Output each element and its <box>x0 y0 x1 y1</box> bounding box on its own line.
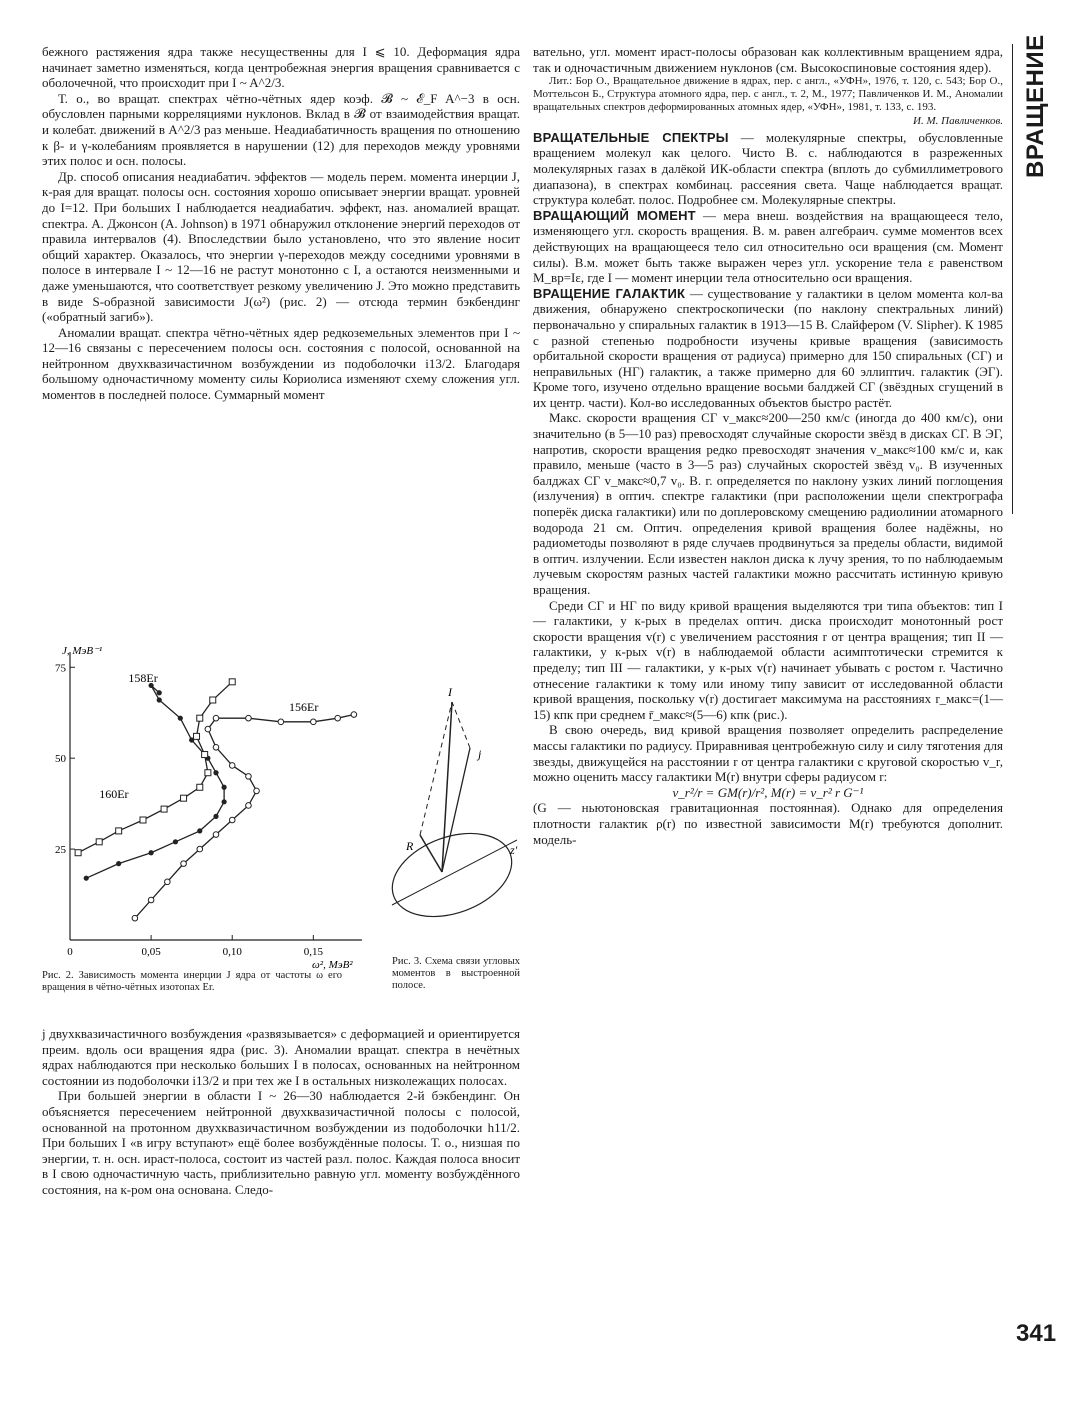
data-point <box>197 715 203 721</box>
dashed-vector <box>420 702 452 835</box>
data-point <box>116 861 121 866</box>
y-tick-label: 25 <box>55 844 66 857</box>
data-point <box>246 803 252 809</box>
data-point <box>351 712 357 718</box>
paragraph: бежного растяжения ядра также несущественны для I ⩽ 10. Деформация ядра начинает заметно изменяться, когда центробежная энергия вращения сравнивается с оболочечной, что происходит при I ~ A^2/3. <box>42 44 520 91</box>
data-point <box>157 690 162 695</box>
data-point <box>132 915 138 921</box>
data-point <box>197 846 203 852</box>
author-signature: И. М. Павличенков. <box>913 115 1003 128</box>
series-label: 160Er <box>99 787 129 802</box>
diagram-label: R <box>406 839 414 853</box>
series-label: 158Er <box>128 670 158 685</box>
data-point <box>229 679 235 685</box>
x-tick-label: 0,15 <box>303 946 323 958</box>
entry-heading: ВРАЩАЮЩИЙ МОМЕНТ <box>533 207 696 223</box>
data-point <box>254 788 260 794</box>
data-point <box>116 828 122 834</box>
paragraph: вательно, угл. момент ираст-полосы образован как коллективным вращением ядра, так и одночастичным движением нуклонов (см. Высокоспиновые состояния ядер). <box>533 44 1003 75</box>
vector-I <box>442 702 452 872</box>
data-point <box>140 817 146 823</box>
diagram-label: I <box>448 685 452 699</box>
paragraph: j двухквазичастичного возбуждения «развязывается» с деформацией и ориентируется преим. вдоль оси вращения ядра (рис. 3). Аномалии вращат. спектра в нечётных ядрах наблюдаются при несколько больших I в полосах, основанных на нейтронном состоянии из подоболочки i13/2 и при тех же I в остальных низколежащих полосах. <box>42 1026 520 1088</box>
dashed-vector <box>452 702 470 748</box>
paragraph: Среди СГ и НГ по виду кривой вращения выделяются три типа объектов: тип I — галактики, у к-рых в пределах оптич. диска происходит монотонный рост скорости вращения v(r) с увеличением расстояния r от центра вращения; тип II — галактики, у к-рых v(r) в наблюдаемой области асимптотически стремится к пределу; тип III — галактики, у к-рых v(r) начинает убывать с ростом r. Частично отнесение галактики к тому или иному типу зависит от исследованной области кривой вращения, поскольку v(r) достигает максимума на расстояниях r_макс=(1—15) кпк при среднем r̄_макс≈(5—6) кпк (рис.). <box>533 597 1003 722</box>
data-point <box>210 697 216 703</box>
data-point <box>229 763 235 769</box>
nucleus-ellipse <box>382 818 522 932</box>
entry <box>533 208 1003 286</box>
entry <box>533 286 1003 411</box>
data-point <box>75 850 81 856</box>
section-title: ВРАЩЕНИЕ <box>1022 34 1049 178</box>
paragraph: Аномалии вращат. спектра чётно-чётных ядер редкоземельных элементов при I ~ 12—16 связаны с пересечением полосы осн. состояния с полосой, основанной на нейтронном двухквазичастичном возбуждении из подоболочки i13/2. Благодаря большому одночастичному моменту силы Кориолиса изменяют схему сложения угл. моментов в последней полосе. Суммарный момент <box>42 324 520 403</box>
y-axis-label: J, МэВ⁻¹ <box>62 645 103 657</box>
data-point <box>178 716 183 721</box>
series-line <box>78 682 232 853</box>
data-point <box>335 715 341 721</box>
data-point <box>84 876 89 881</box>
data-point <box>213 744 219 750</box>
entry-text: — молекулярные спектры, обусловленные вращением молекул как целого. Чисто В. с. наблюдаются в разреженных молекулярных газах в далёкой ИК-области спектра (вплоть до субмиллиметрового диапазона), в спектрах комбинац. рассеяния света. Чаще наблюдается вращат. структура колебат. полос. Подробнее см. Молекулярные спектры. <box>533 129 1003 208</box>
left-column <box>42 44 520 403</box>
diagram-label: z' <box>510 843 518 857</box>
data-point <box>149 850 154 855</box>
data-point <box>173 839 178 844</box>
data-point <box>246 715 252 721</box>
figure-3-diagram <box>382 640 522 950</box>
data-point <box>205 770 211 776</box>
data-point <box>181 795 187 801</box>
data-point <box>161 806 167 812</box>
x-tick-label: 0,05 <box>141 946 161 958</box>
x-tick-label: 0 <box>67 946 73 958</box>
entry <box>533 130 1003 208</box>
data-point <box>148 897 154 903</box>
data-point <box>222 799 227 804</box>
data-point <box>213 770 218 775</box>
literature-list: Лит.: Бор О., Вращательное движение в ядрах, пер. с англ., «УФН», 1976, т. 120, с. 543; Бор О., Моттельсон Б., Структура атомного ядра, пер. с англ., т. 2, М., 1977; Павличенков И. М., Аномалии вращательных спектров деформированных атомных ядер, «УФН», 1981, т. 133, с. 193. <box>533 75 1003 114</box>
figure-3-caption: Рис. 3. Схема связи угловых моментов в выстроенной полосе. <box>392 956 520 991</box>
entry-text: — существование у галактики в целом момента кол-ва движения, обнаружено спектроскопически (по наклону спектральных линий) первоначально у спиральных галактик в 1913—15 В. Слайфером (V. Slipher). К 1985 с разной степенью подробности изучены кривые вращения (зависимость орбитальной скорости вращения от радиуса) примерно для 150 спиральных (СГ) и неправильных (НГ) галактик, а также примерно для 60 эллиптич. галактик (ЭГ). Кроме того, изучено отдельно вращение восьми балджей СГ (звёздных сгущений в их центр. части). Кол-во исследованных объектов быстро растёт. <box>533 285 1003 410</box>
figure-2-chart <box>42 640 382 970</box>
paragraph: Макс. скорости вращения СГ v_макс≈200—250 км/с (иногда до 400 км/с), они значительно (в 5—10 раз) превосходят случайные скорости звёзд в дисках СГ. В ЭГ, напротив, скорости вращения редко превосходят значения v_макс≈100 км/с и, как правило, меньше (часто в 3—5 раз) случайных скоростей звёзд v₀. В изученных балджах СГ v_макс≈0,7 v₀. В. г. определяется по наклону узких линий поглощения (излучения) в оптич. спектре галактики (при расположении щели спектрографа поперёк диска галактики) или по доплеровскому смещению радиолинии атомарного водорода 21 см. Оптич. определения кривой вращения более надёжны, но радиометоды позволяют в ряде случаев продвинуться за пределы области, видимой в оптич. излучении. Если известен наклон диска к лучу зрения, то по наблюдаемым лучевым скоростям разных частей галактики можно рассчитать истинную кривую вращения. <box>533 410 1003 597</box>
x-tick-label: 0,10 <box>222 946 242 958</box>
data-point <box>229 817 235 823</box>
diagram-label: j <box>478 747 482 761</box>
x-axis-label: ω², МэВ² <box>312 959 353 970</box>
data-point <box>213 715 219 721</box>
paragraph: В свою очередь, вид кривой вращения позволяет определить распределение массы галактики по радиусу. Приравнивая центробежную силу и силу тяготения для звезды, движущейся на расстоянии r от центра галактики с круговой скоростью v_r, можно оценить массу галактики M(r) внутри сферы радиусом r: <box>533 722 1003 785</box>
right-column <box>533 44 1003 847</box>
page-number: 341 <box>1016 1320 1057 1347</box>
paragraph: Др. способ описания неадиабатич. эффектов — модель перем. момента инерции J, к-рая для вращат. полосы осн. состояния хорошо описывает энергии вращат. уровней до I=12. При больших I наблюдается неадиабатич. эффект, наз. аномалией вращат. спектра. А. Джонсон (A. Johnson) в 1971 обнаружил отклонение энергий переходов от правила интервалов (4). Впоследствии было установлено, что это явление носит общий характер. Оказалось, что энергии γ-переходов между соседними уровнями в полосе в интервале I ~ 12—16 не растут монотонно с I, а остаются неизменными и даже уменьшаются, что соответствует резкому увеличению J. Это можно представить в виде S-образной зависимости J(ω²) (рис. 2) — отсюда термин бэкбендинг («обратный загиб»). <box>42 168 520 325</box>
data-point <box>222 785 227 790</box>
left-column-bottom <box>42 1026 520 1198</box>
entry-heading: ВРАЩАТЕЛЬНЫЕ СПЕКТРЫ <box>533 129 729 145</box>
series-label: 156Er <box>289 699 319 714</box>
data-point <box>197 828 202 833</box>
paragraph: Т. о., во вращат. спектрах чётно-чётных ядер коэф. 𝓑 ~ ℰ_F A^−3 в осн. обусловлен парными корреляциями нуклонов. Вклад в 𝓑 от взаимодействия вращат. и колебат. движений в A^2/3 раз меньше. Неадиабатичность вращения по отношению к β- и γ-колебаниям проявляется в нарушении (12) для переходов между уровнями этих полос и осн. полосы. <box>42 90 520 169</box>
data-point <box>157 697 162 702</box>
data-point <box>205 726 211 732</box>
data-point <box>165 879 171 885</box>
entry-heading: ВРАЩЕНИЕ ГАЛАКТИК <box>533 285 686 301</box>
figures-area <box>42 640 520 1035</box>
figure-2-caption: Рис. 2. Зависимость момента инерции J ядра от частоты ω его вращения в чётно-чётных изотопах Er. <box>42 970 342 993</box>
data-point <box>194 733 200 739</box>
data-point <box>197 784 203 790</box>
series-line <box>135 715 354 919</box>
vector-R <box>420 835 442 872</box>
data-point <box>246 774 252 780</box>
data-point <box>311 719 317 725</box>
data-point <box>213 814 218 819</box>
paragraph: При большей энергии в области I ~ 26—30 наблюдается 2-й бэкбендинг. Он объясняется пересечением нейтронной двухквазичастичной полосы с полосой, основанной на протонном двухквазичастичном возбуждении из подоболочки h11/2. При больших I «в игру вступают» ещё более возбуждённые полосы. Т. о., низшая по энергии, т. н. осн. ираст-полоса, состоит из частей разл. полос. Каждая полоса вносит в I свою одночастичную часть, приблизительно равную угл. моменту возбуждённого состояния, на к-ром она основана. Следо- <box>42 1088 520 1197</box>
paragraph: (G — ньютоновская гравитационная постоянная). Однако для определения плотности галактик ρ(r) по известной зависимости M(r) требуются дополнит. модель- <box>533 800 1003 847</box>
side-rule <box>1012 44 1013 514</box>
data-point <box>213 832 219 838</box>
data-point <box>96 839 102 845</box>
formula: v_r²/r = GM(r)/r², M(r) = v_r² r G⁻¹ <box>672 784 864 800</box>
entry-text: — мера внеш. воздействия на вращающееся тело, изменяющего угл. скорость вращения. В. м. равен алгебраич. сумме моментов всех действующих на вращающееся тело сил относительно оси вращения (см. Момент силы). В.м. может быть также выражен через угл. ускорение тела ε равенством M_вр=Iε, где I — момент инерции тела относительно оси вращения. <box>533 207 1003 286</box>
y-tick-label: 75 <box>55 662 66 675</box>
y-tick-label: 50 <box>55 753 66 766</box>
data-point <box>202 752 208 758</box>
data-point <box>278 719 284 725</box>
data-point <box>181 861 187 867</box>
